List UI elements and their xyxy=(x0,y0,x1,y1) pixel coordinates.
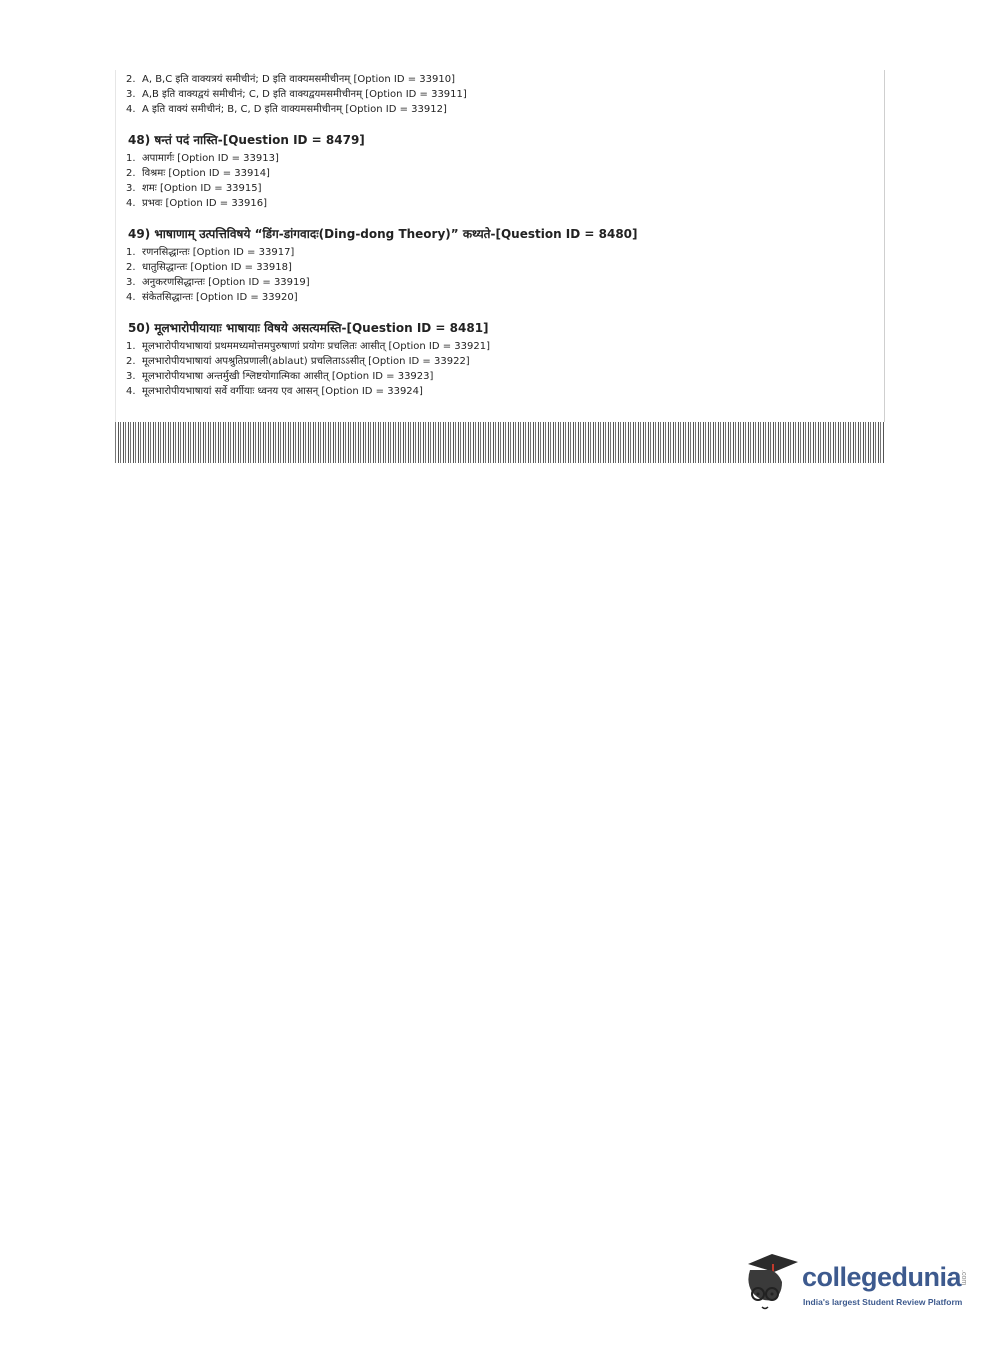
option-text: A,B इति वाक्यद्वयं समीचीनं; C, D इति वाक्यद्वयमसमीचीनम् [Option ID = 33911] xyxy=(142,89,467,100)
option-number: 4. xyxy=(126,292,136,303)
option-number: 1. xyxy=(126,247,136,258)
option-number: 3. xyxy=(126,277,136,288)
option-text: अपामार्गः [Option ID = 33913] xyxy=(142,153,279,164)
option-text: मूलभारोपीयभाषा अन्तर्मुखी श्लिष्टयोगात्मिका आसीत् [Option ID = 33923] xyxy=(142,371,434,382)
option-number: 4. xyxy=(126,104,136,115)
option-text: विश्रमः [Option ID = 33914] xyxy=(142,168,270,179)
option-number: 4. xyxy=(126,386,136,397)
option-number: 3. xyxy=(126,89,136,100)
option-text: A इति वाक्यं समीचीनं; B, C, D इति वाक्यमसमीचीनम् [Option ID = 33912] xyxy=(142,104,447,115)
option-text: शमः [Option ID = 33915] xyxy=(142,183,262,194)
mascot-icon xyxy=(742,1252,800,1314)
option-number: 4. xyxy=(126,198,136,209)
option-number: 2. xyxy=(126,356,136,367)
question-block xyxy=(116,131,884,211)
option-item xyxy=(126,151,884,166)
question-block xyxy=(116,319,884,399)
option-item xyxy=(126,72,884,87)
option-number: 1. xyxy=(126,153,136,164)
brand-name: collegedunia xyxy=(802,1262,962,1292)
option-text: A, B,C इति वाक्यत्रयं समीचीनं; D इति वाक्यमसमीचीनम् [Option ID = 33910] xyxy=(142,74,456,85)
option-text: मूलभारोपीयभाषायां अपश्रुतिप्रणाली(ablaut) प्रचलिताऽऽसीत् [Option ID = 33922] xyxy=(142,356,470,367)
option-item xyxy=(126,369,884,384)
barcode-strip xyxy=(115,422,885,463)
option-text: प्रभवः [Option ID = 33916] xyxy=(142,198,268,209)
option-number: 1. xyxy=(126,341,136,352)
option-item xyxy=(126,166,884,181)
option-number: 2. xyxy=(126,262,136,273)
option-number: 3. xyxy=(126,371,136,382)
collegedunia-logo xyxy=(742,1250,972,1320)
option-text: धातुसिद्धान्तः [Option ID = 33918] xyxy=(142,262,292,273)
option-item xyxy=(126,384,884,399)
brand-tagline: India's largest Student Review Platform xyxy=(803,1297,963,1307)
question-content xyxy=(115,70,885,422)
option-text: मूलभारोपीयभाषायां प्रथममध्यमोत्तमपुरुषाणां प्रयोगः प्रचलितः आसीत् [Option ID = 33921] xyxy=(142,341,490,352)
option-item xyxy=(126,245,884,260)
option-text: अनुकरणसिद्धान्तः [Option ID = 33919] xyxy=(142,277,310,288)
option-number: 2. xyxy=(126,168,136,179)
option-text: मूलभारोपीयभाषायां सर्वे वर्गीयाः ध्वनय एव आसन् [Option ID = 33924] xyxy=(142,386,423,397)
option-item xyxy=(126,275,884,290)
option-item xyxy=(126,339,884,354)
option-number: 3. xyxy=(126,183,136,194)
option-item xyxy=(126,181,884,196)
option-item xyxy=(126,102,884,117)
option-text: रणनसिद्धान्तः [Option ID = 33917] xyxy=(142,247,295,258)
option-item xyxy=(126,260,884,275)
option-item xyxy=(126,196,884,211)
question-block xyxy=(116,225,884,305)
brand-suffix: .com xyxy=(960,1270,967,1286)
option-item xyxy=(126,87,884,102)
option-item xyxy=(126,354,884,369)
question-title: 50) मूलभारोपीयायाः भाषायाः विषये असत्यमस्ति-[Question ID = 8481] xyxy=(128,321,489,335)
option-number: 2. xyxy=(126,74,136,85)
top-option-list xyxy=(116,72,884,117)
option-text: संकेतसिद्धान्तः [Option ID = 33920] xyxy=(142,292,298,303)
option-item xyxy=(126,290,884,305)
question-title: 49) भाषाणाम् उत्पत्तिविषये “डिंग-डांगवादः(Ding-dong Theory)” कथ्यते-[Question ID = 8480] xyxy=(128,227,638,241)
question-title: 48) षन्तं पदं नास्ति-[Question ID = 8479] xyxy=(128,133,365,147)
